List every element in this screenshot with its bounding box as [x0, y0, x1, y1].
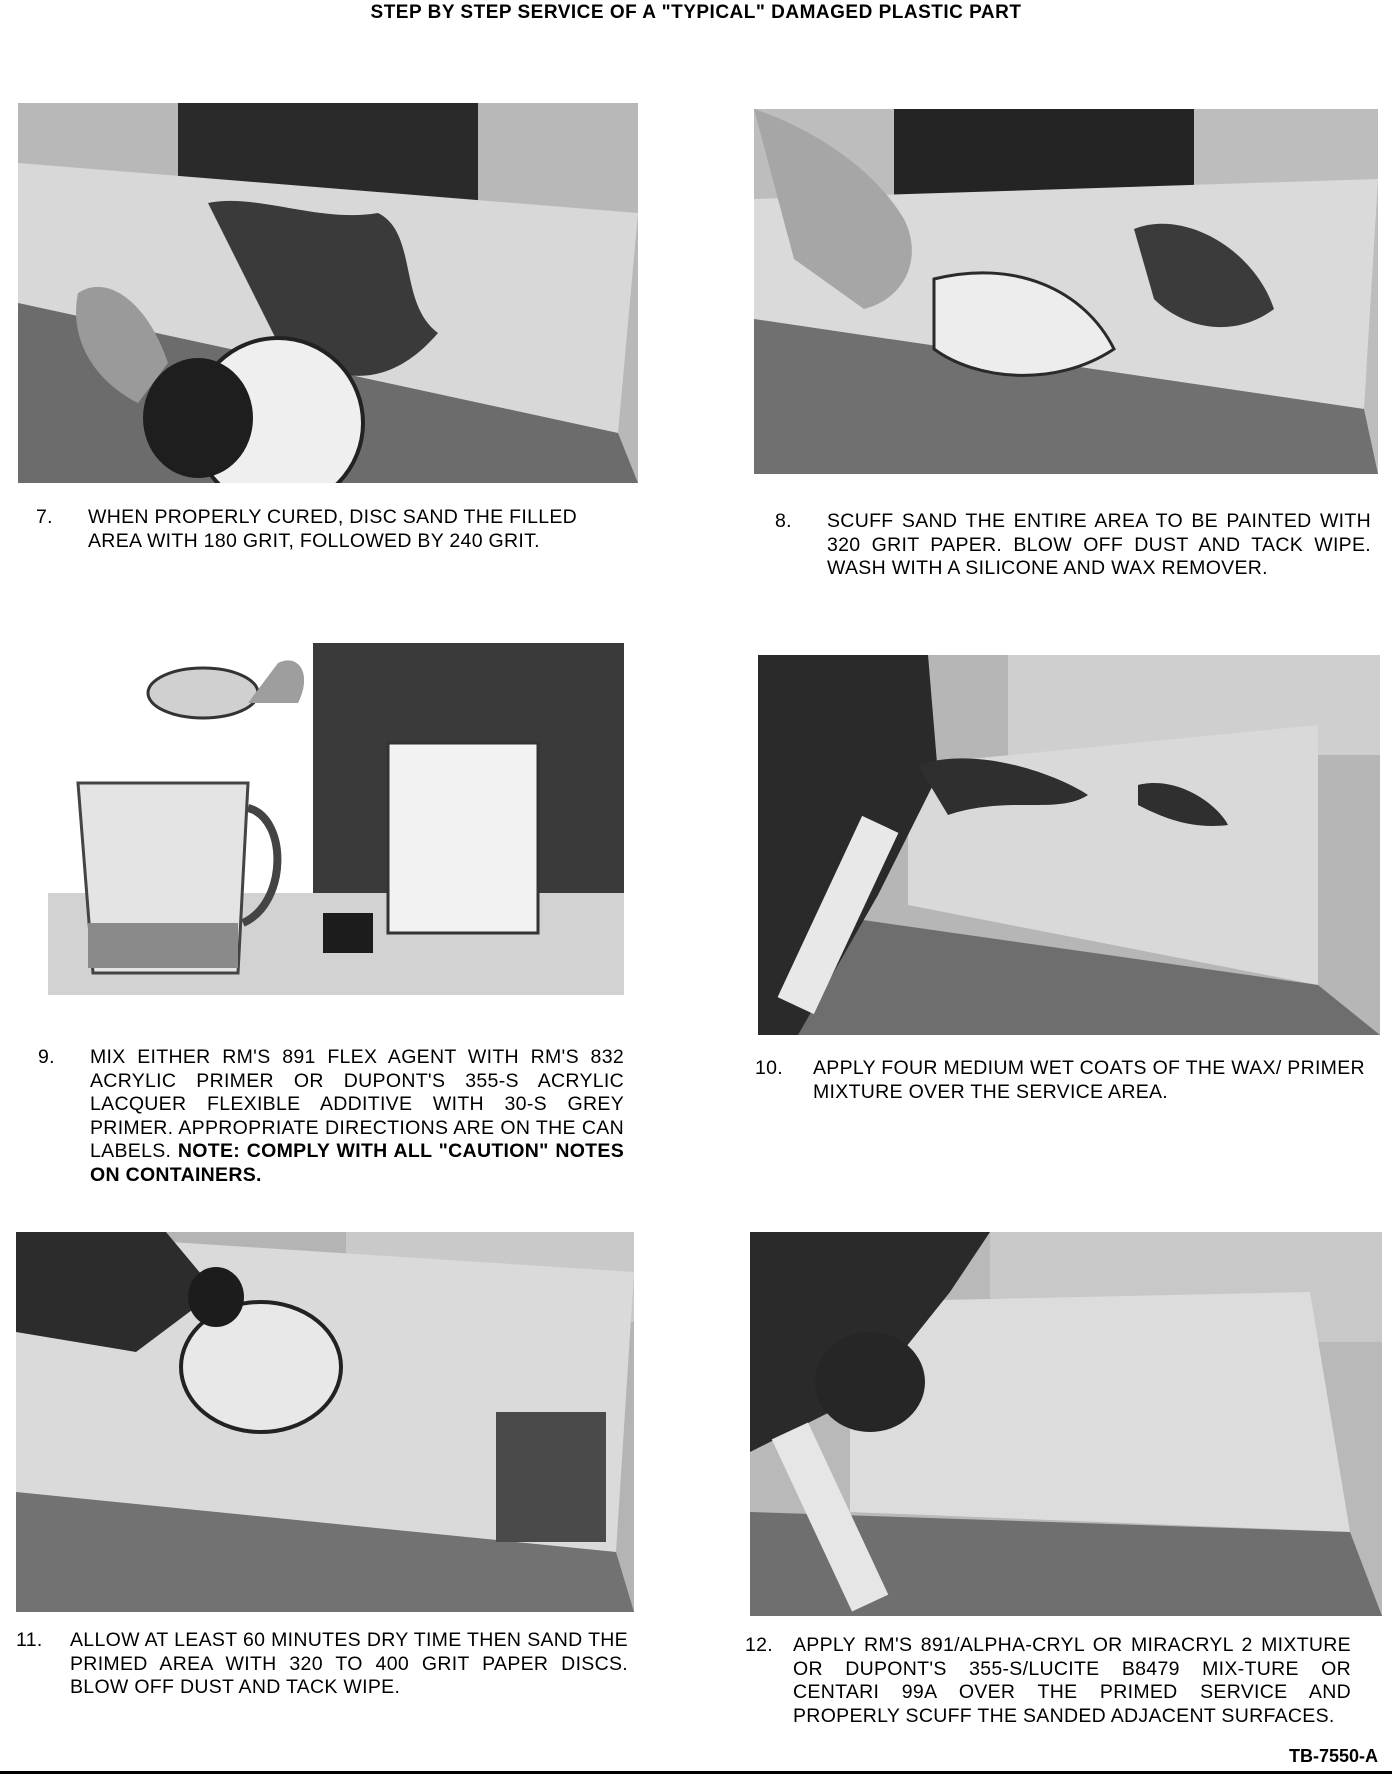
step-12-caption [745, 1634, 1351, 1728]
step-7-photo [18, 103, 638, 483]
step-9-text: MIX EITHER RM'S 891 FLEX AGENT WITH RM'S 832 ACRYLIC PRIMER OR DUPONT'S 355-S ACRYLIC LACQUER FLEXIBLE ADDITIVE WITH 30-S GREY PRIMER. APPROPRIATE DIRECTIONS ARE ON THE CAN LABELS. [90, 1046, 624, 1162]
step-12-number: 12. [745, 1634, 774, 1656]
step-8-number: 8. [775, 510, 792, 532]
step-9-photo [48, 643, 624, 995]
step-12-photo [750, 1232, 1382, 1616]
step-11-text: ALLOW AT LEAST 60 MINUTES DRY TIME THEN SAND THE PRIMED AREA WITH 320 TO 400 GRIT PAPER DISCS. BLOW OFF DUST AND TACK WIPE. [70, 1629, 628, 1698]
step-8-text: SCUFF SAND THE ENTIRE AREA TO BE PAINTED WITH 320 GRIT PAPER. BLOW OFF DUST AND TACK WIPE. WASH WITH A SILICONE AND WAX REMOVER. [827, 510, 1371, 579]
step-11-caption [16, 1629, 628, 1700]
step-9-caption [38, 1046, 624, 1187]
step-7-caption [36, 506, 630, 553]
step-10-photo [758, 655, 1380, 1035]
step-12-text: APPLY RM'S 891/ALPHA-CRYL OR MIRACRYL 2 MIXTURE OR DUPONT'S 355-S/LUCITE B8479 MIX-TURE OR CENTARI 99A OVER THE PRIMED SERVICE AND PROPERLY SCUFF THE SANDED ADJACENT SURFACES. [793, 1634, 1351, 1727]
document-id: TB-7550-A [1288, 1746, 1378, 1766]
step-11-number: 11. [16, 1629, 43, 1651]
step-9-body [90, 1046, 624, 1187]
step-10-number: 10. [755, 1057, 784, 1079]
step-8-caption [775, 510, 1371, 581]
step-11-photo [16, 1232, 634, 1612]
footer-rule [0, 1771, 1392, 1774]
step-7-text: WHEN PROPERLY CURED, DISC SAND THE FILLED AREA WITH 180 GRIT, FOLLOWED BY 240 GRIT. [88, 506, 578, 552]
page-title: STEP BY STEP SERVICE OF A "TYPICAL" DAMAGED PLASTIC PART [370, 2, 1022, 23]
step-9-note: NOTE: COMPLY WITH ALL "CAUTION" NOTES ON CONTAINERS. [90, 1140, 625, 1186]
step-9-number: 9. [38, 1046, 55, 1068]
step-8-photo [754, 109, 1378, 474]
step-10-text: APPLY FOUR MEDIUM WET COATS OF THE WAX/ PRIMER MIXTURE OVER THE SERVICE AREA. [813, 1057, 1365, 1103]
step-7-number: 7. [36, 506, 53, 528]
step-10-caption [755, 1057, 1369, 1104]
